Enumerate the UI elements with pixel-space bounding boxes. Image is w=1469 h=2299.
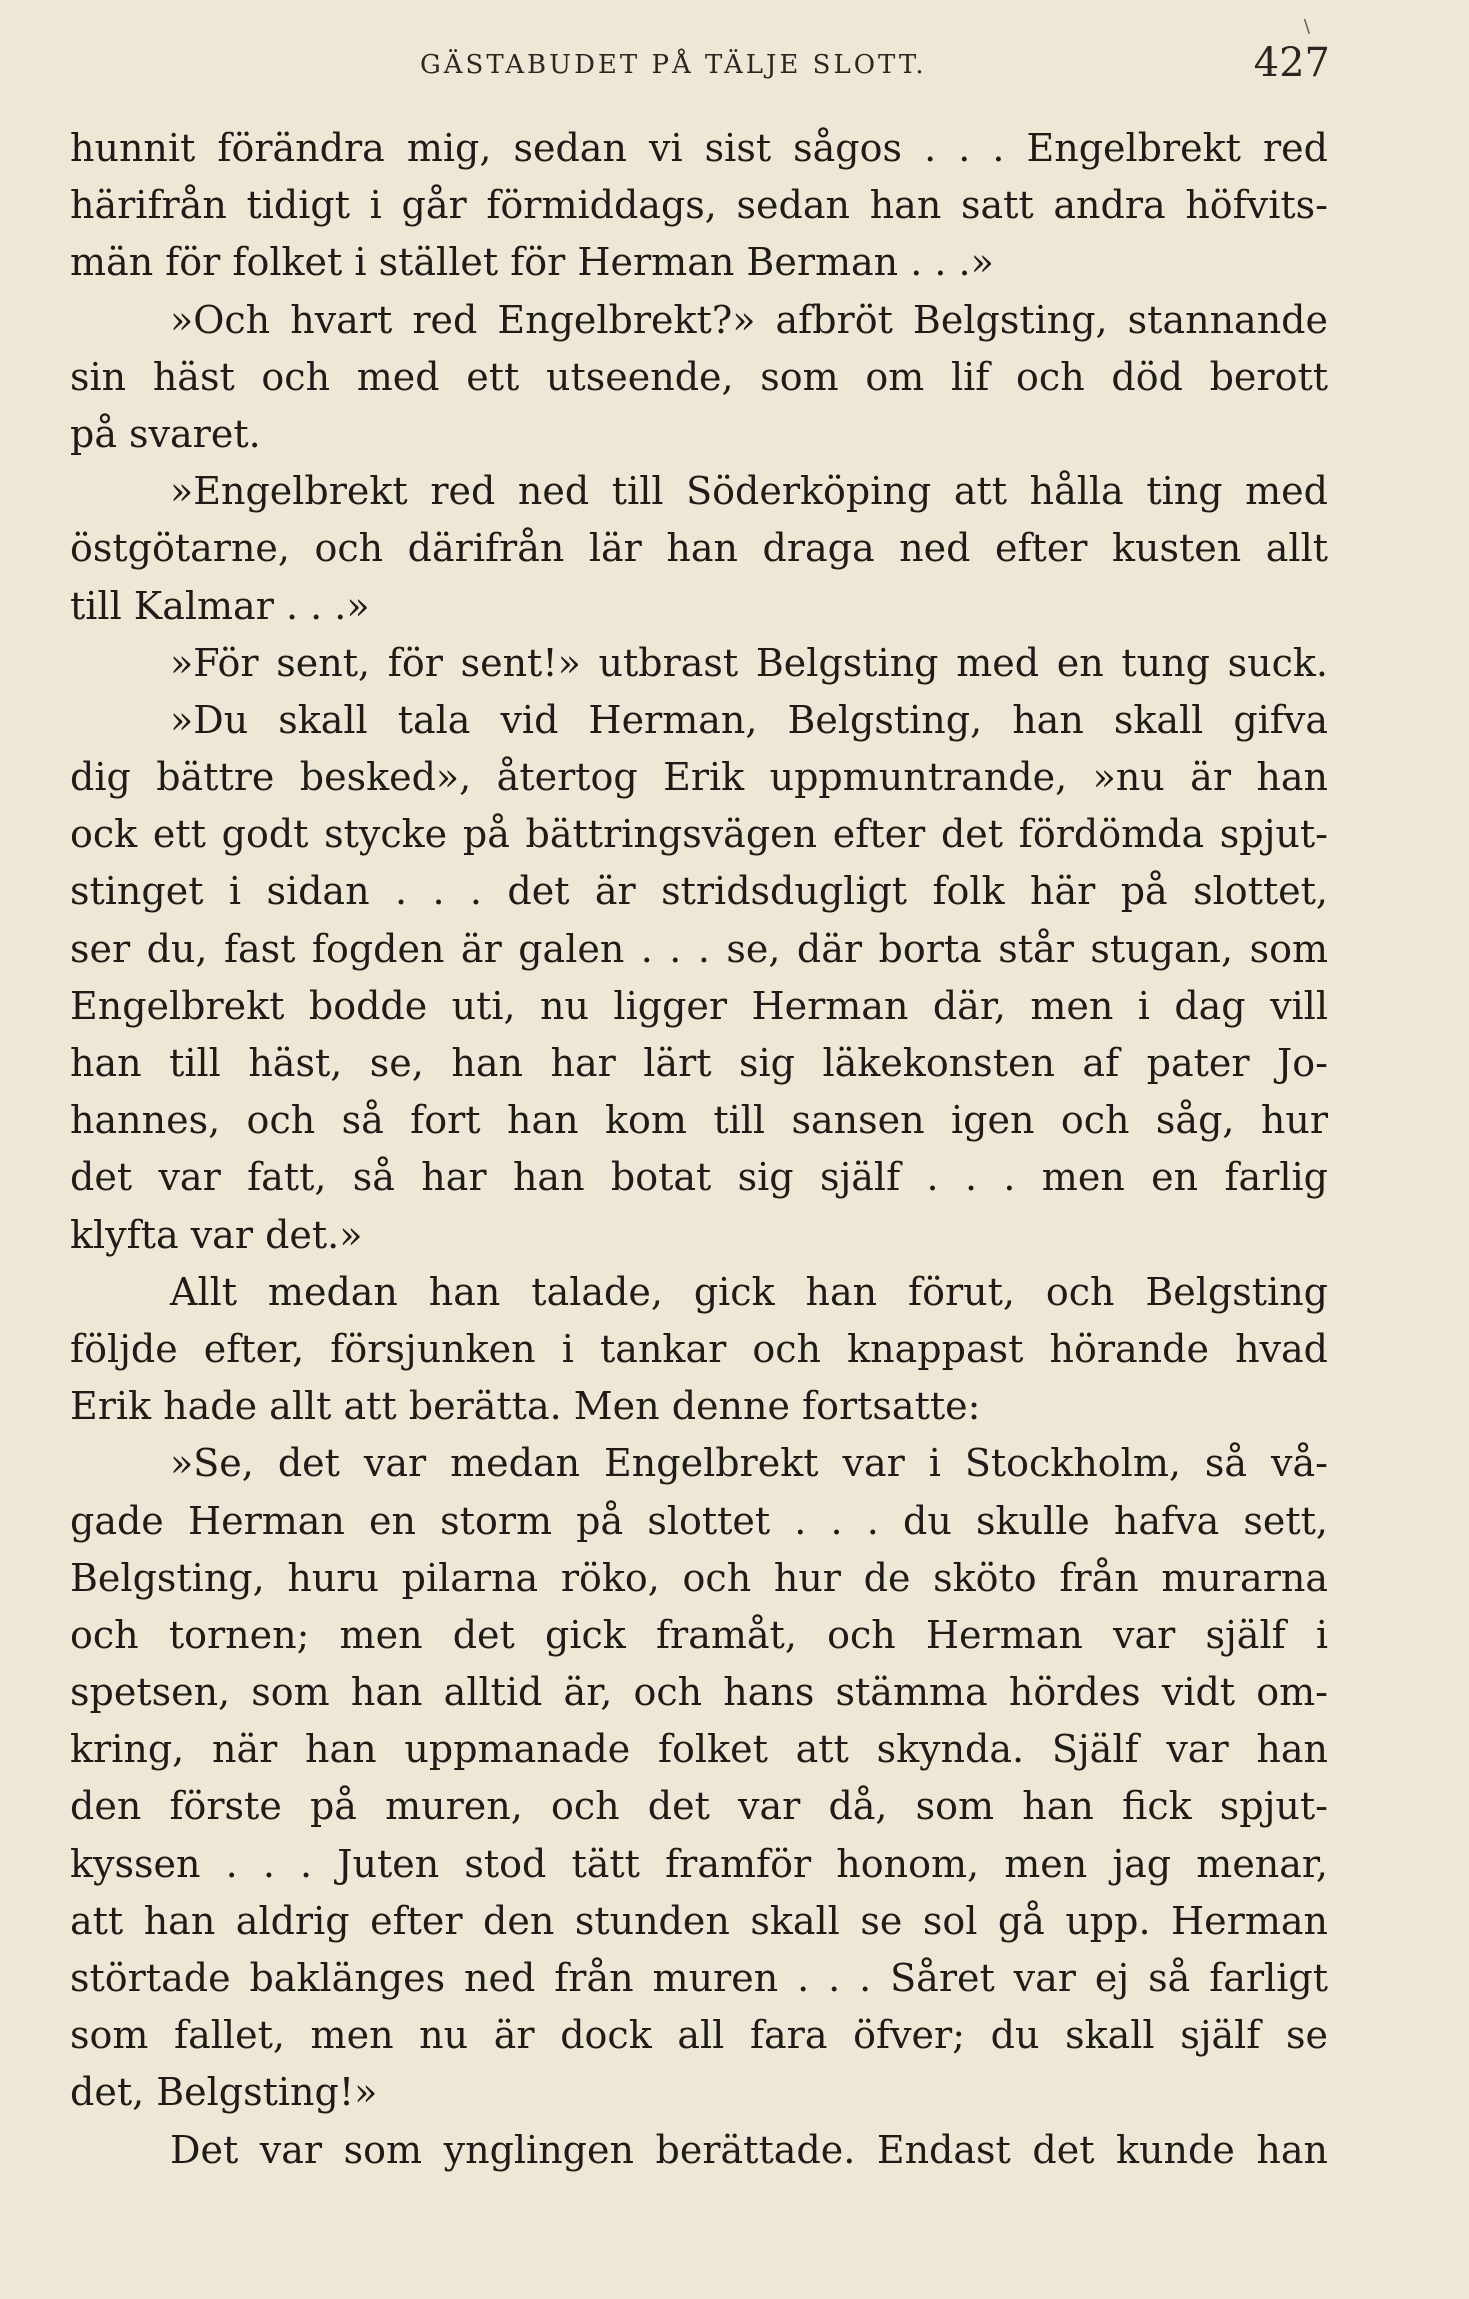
text-line: »Engelbrekt red ned till Söderköping att hålla ting med	[170, 469, 1328, 514]
text-line: och tornen; men det gick framåt, och Herman var själf i	[70, 1612, 1328, 1657]
text-line: stinget i sidan . . . det är stridsdugligt folk här på slottet,	[70, 869, 1328, 914]
text-line: följde efter, försjunken i tankar och knappast hörande hvad	[70, 1326, 1328, 1371]
text-line: klyfta var det.»	[70, 1212, 363, 1257]
text-line: störtade baklänges ned från muren . . . Såret var ej så farligt	[70, 1956, 1328, 2000]
text-line: Belgsting, huru pilarna röko, och hur de sköto från murarna	[70, 1555, 1328, 1600]
text-line: män för folket i stället för Herman Berman . . .»	[70, 240, 994, 285]
running-head	[70, 16, 1330, 94]
text-line: spetsen, som han alltid är, och hans stämma hördes vidt om-	[70, 1670, 1328, 1715]
text-line: »Du skall tala vid Herman, Belgsting, han skall gifva	[170, 697, 1328, 742]
text-line: ser du, fast fogden är galen . . . se, där borta står stugan, som	[70, 926, 1328, 971]
text-line: hunnit förändra mig, sedan vi sist sågos . . . Engelbrekt red	[70, 126, 1328, 170]
page-number: 427	[1253, 40, 1330, 86]
text-line: gade Herman en storm på slottet . . . du skulle hafva sett,	[70, 1498, 1328, 1543]
text-line: Det var som ynglingen berättade. Endast det kunde han	[170, 2127, 1328, 2172]
text-line: till Kalmar . . .»	[70, 583, 370, 628]
text-line: kyssen . . . Juten stod tätt framför honom, men jag menar,	[70, 1841, 1328, 1886]
text-line: »För sent, för sent!» utbrast Belgsting med en tung suck.	[170, 640, 1328, 685]
text-line: att han aldrig efter den stunden skall se sol gå upp. Herman	[70, 1898, 1328, 1943]
text-line: »Se, det var medan Engelbrekt var i Stockholm, så vå-	[170, 1441, 1328, 1486]
text-line: den förste på muren, och det var då, som han fick spjut-	[70, 1784, 1328, 1829]
chapter-title: GÄSTABUDET PÅ TÄLJE SLOTT.	[420, 50, 927, 80]
text-line: dig bättre besked», återtog Erik uppmuntrande, »nu är han	[70, 755, 1328, 800]
text-line: ock ett godt stycke på bättringsvägen efter det fördömda spjut-	[70, 812, 1328, 857]
text-line: sin häst och med ett utseende, som om lif och död berott	[70, 354, 1328, 399]
text-line: Erik hade allt att berätta. Men denne fortsatte:	[70, 1384, 981, 1429]
text-line: det, Belgsting!»	[70, 2070, 378, 2115]
text-line: Allt medan han talade, gick han förut, och Belgsting	[170, 1269, 1328, 1314]
text-line: härifrån tidigt i går förmiddags, sedan han satt andra höfvits-	[70, 183, 1328, 228]
text-line: på svaret.	[70, 411, 261, 456]
text-line: som fallet, men nu är dock all fara öfver; du skall själf se	[70, 2013, 1328, 2058]
text-line: Engelbrekt bodde uti, nu ligger Herman där, men i dag vill	[70, 983, 1328, 1028]
text-line: hannes, och så fort han kom till sansen igen och såg, hur	[70, 1098, 1328, 1143]
body-text	[70, 120, 1328, 2179]
text-line: det var fatt, så har han botat sig själf . . . men en farlig	[70, 1155, 1328, 1200]
text-line: kring, när han uppmanade folket att skynda. Själf var han	[70, 1727, 1328, 1772]
text-line: han till häst, se, han har lärt sig läkekonsten af pater Jo-	[70, 1041, 1328, 1085]
tick-mark: \	[1303, 16, 1310, 37]
text-line: östgötarne, och därifrån lär han draga ned efter kusten allt	[70, 526, 1328, 571]
text-line: »Och hvart red Engelbrekt?» afbröt Belgsting, stannande	[170, 297, 1328, 342]
